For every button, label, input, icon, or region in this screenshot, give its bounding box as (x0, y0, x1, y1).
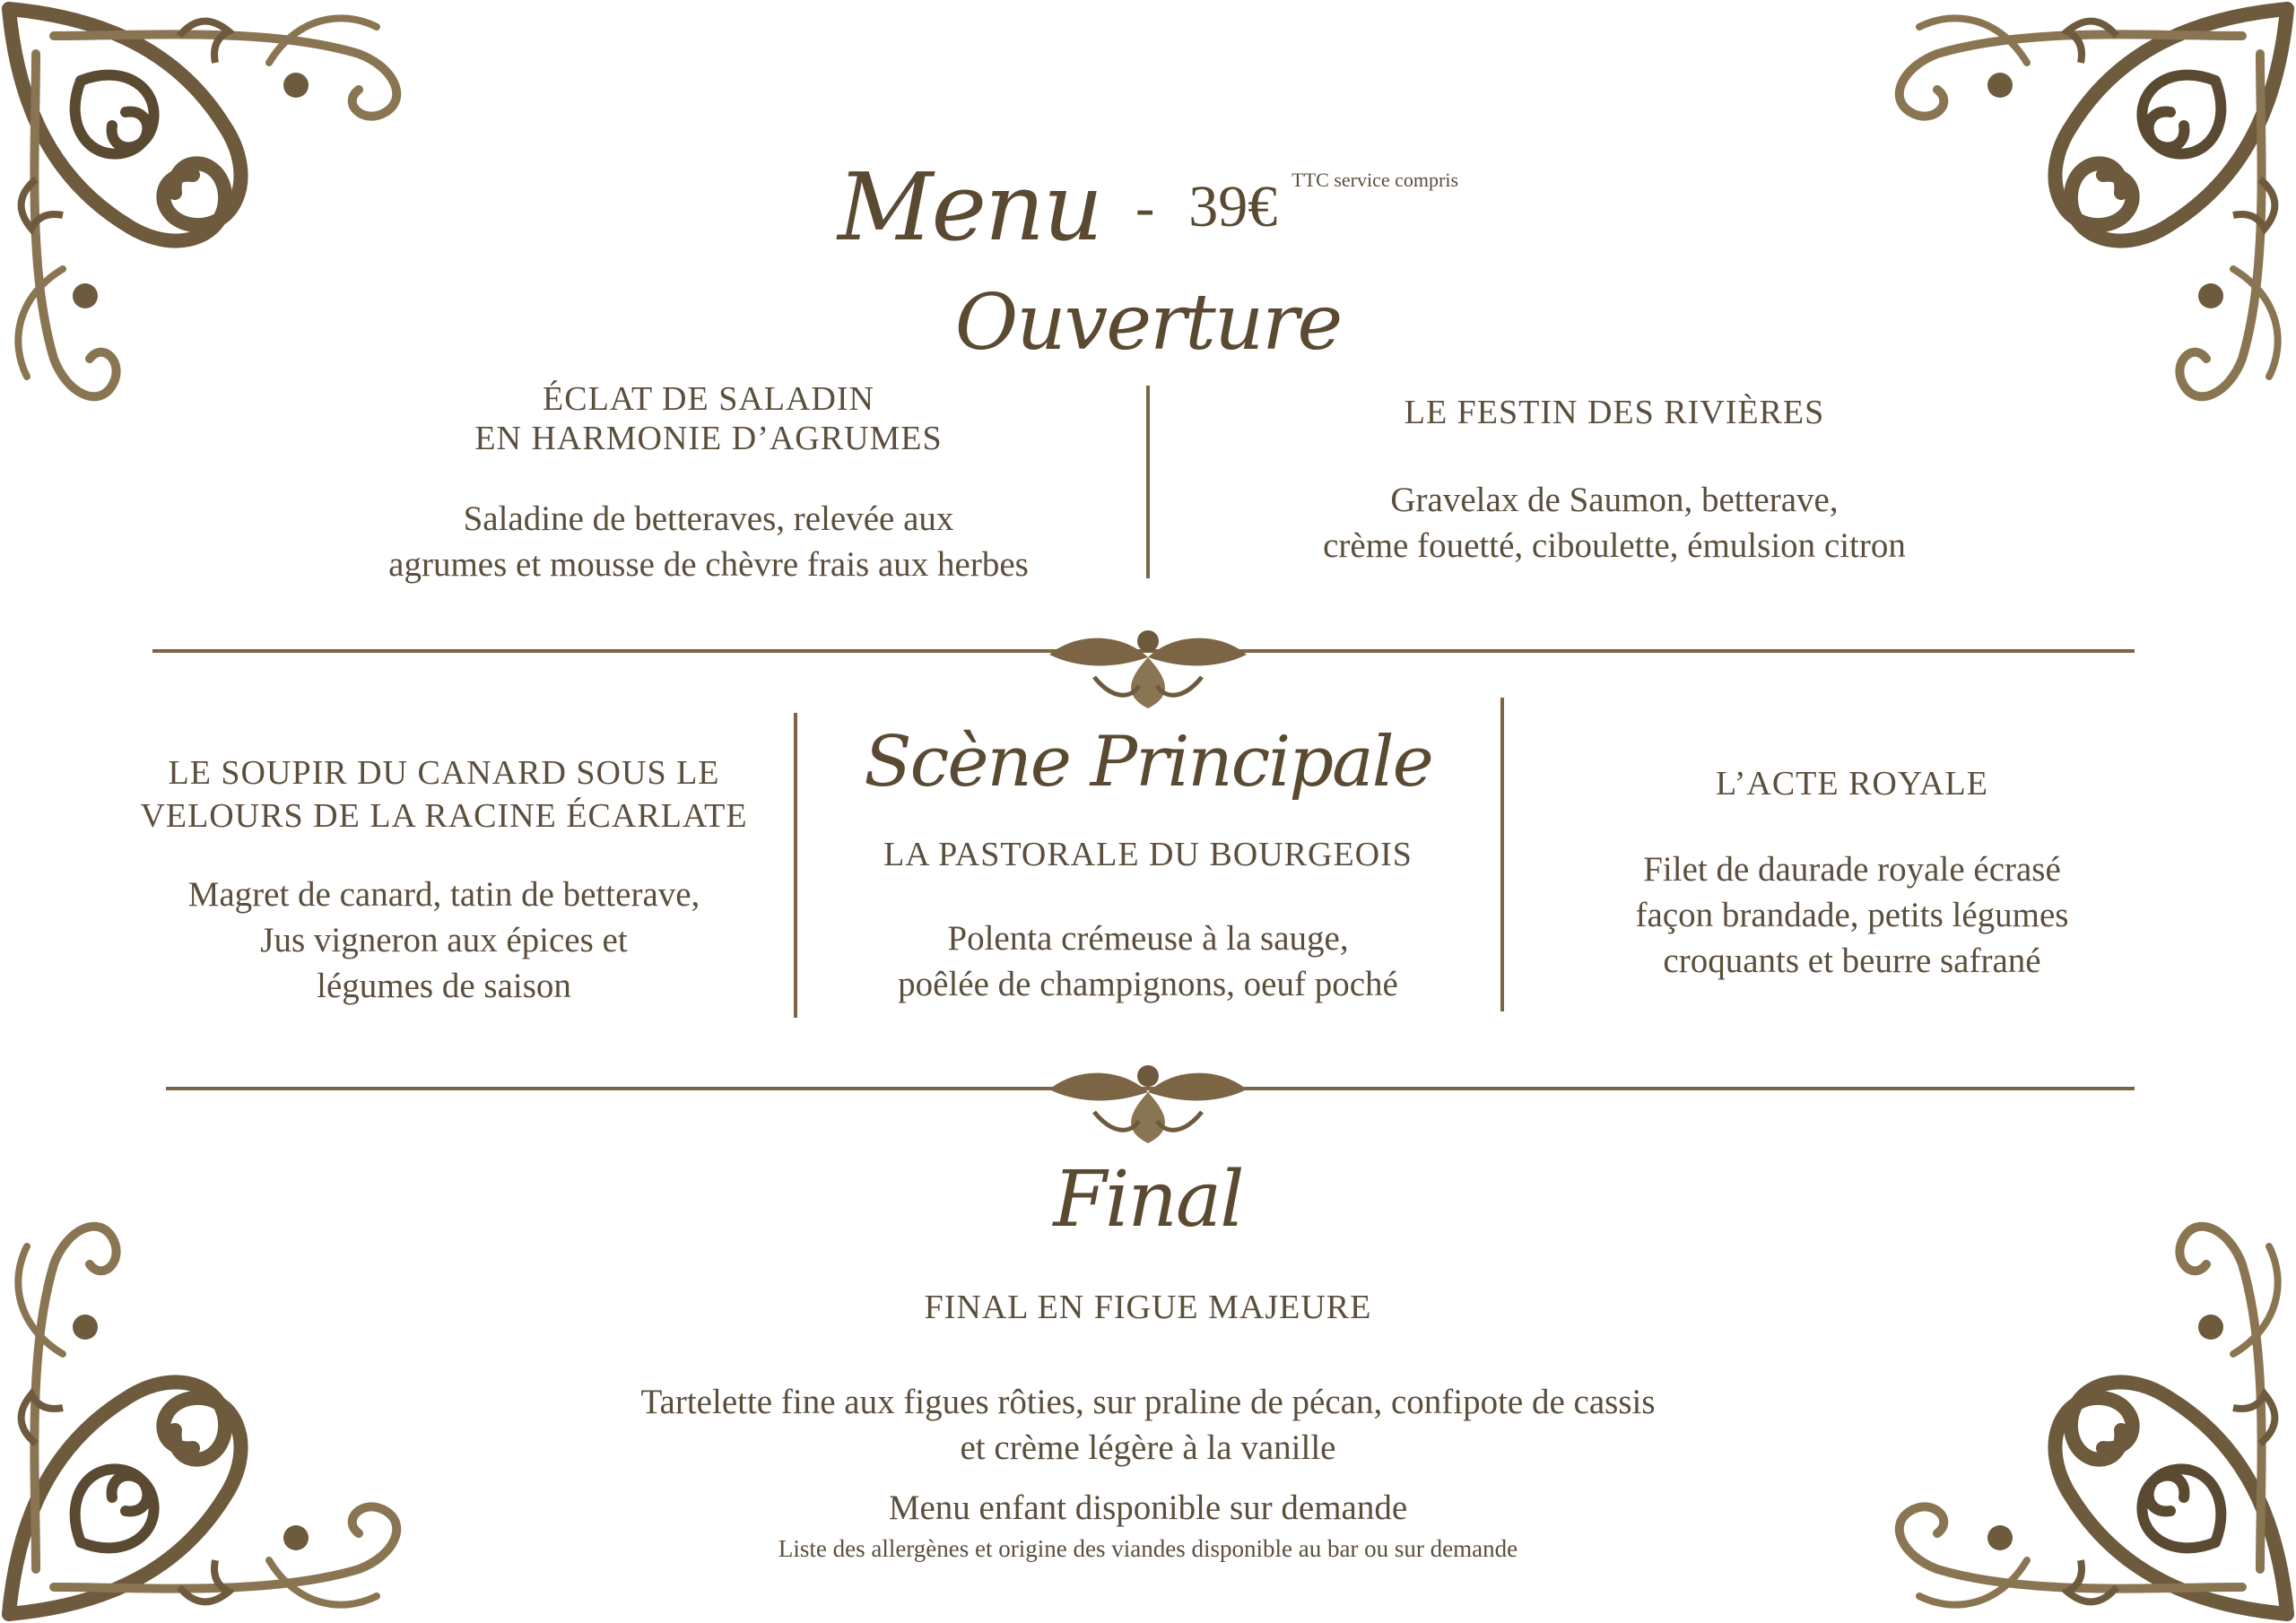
divider-ornament (1040, 1049, 1256, 1148)
menu-price: 39€ (1188, 174, 1278, 239)
dish-final-en-figue (386, 1288, 1910, 1471)
baroque-corner-icon (0, 1211, 422, 1623)
dish-description: Jus vigneron aux épices et (260, 921, 628, 959)
allergens-note: Liste des allergènes et origine des viandes disponible au bar ou sur demande (778, 1535, 1518, 1562)
section-heading-final: Final (1053, 1155, 1243, 1245)
dish-eclat-de-saladin (251, 379, 1166, 587)
price-note: TTC service compris (1292, 169, 1459, 191)
menu-title: Menu (837, 152, 1101, 262)
menu-header (0, 152, 2296, 278)
dish-title: FINAL EN FIGUE MAJEURE (924, 1289, 1372, 1326)
kids-menu-note: Menu enfant disponible sur demande (888, 1488, 1408, 1527)
dish-festin-des-rivieres (1184, 393, 2045, 568)
dish-description: Magret de canard, tatin de betterave, (187, 875, 700, 914)
dish-description: Polenta crémeuse à la sauge, (947, 919, 1349, 958)
dish-description: agrumes et mousse de chèvre frais aux herbes (388, 545, 1029, 584)
scroll-divider-icon (1040, 614, 1256, 713)
corner-ornament-bottom-left (0, 1211, 422, 1623)
dish-description: crème fouetté, ciboulette, émulsion citron (1323, 526, 1906, 565)
dish-description: poêlée de champignons, oeuf poché (898, 965, 1398, 1003)
dish-description: Saladine de betteraves, relevée aux (463, 499, 954, 538)
dish-acte-royale (1525, 764, 2179, 984)
dish-title: ÉCLAT DE SALADIN (543, 380, 874, 418)
dish-title: LA PASTORALE DU BOURGEOIS (883, 836, 1413, 873)
dish-title: VELOURS DE LA RACINE ÉCARLATE (140, 797, 748, 835)
divider-ornament (1040, 614, 1256, 713)
dish-description: Tartelette fine aux figues rôties, sur praline de pécan, confipote de cassis (640, 1383, 1656, 1421)
section-heading-ouverture: Ouverture (954, 278, 1342, 368)
corner-ornament-bottom-right (1874, 1211, 2296, 1623)
dish-title: LE SOUPIR DU CANARD SOUS LE (168, 754, 720, 792)
dish-soupir-du-canard (117, 751, 771, 1009)
dish-description: croquants et beurre safrané (1663, 942, 2041, 980)
title-dash: - (1135, 175, 1155, 239)
dish-title: EN HARMONIE D’AGRUMES (474, 420, 943, 457)
scroll-divider-icon (1040, 1049, 1256, 1148)
column-divider (1146, 386, 1150, 578)
dish-description: et crème légère à la vanille (960, 1428, 1336, 1467)
dish-description: façon brandade, petits légumes (1635, 896, 2069, 934)
section-heading-principale: Scène Principale (864, 722, 1432, 803)
dish-description: légumes de saison (317, 967, 571, 1005)
center-column (807, 713, 1489, 1007)
column-divider (794, 713, 797, 1018)
baroque-corner-icon (1874, 1211, 2296, 1623)
dish-description: Filet de daurade royale écrasé (1643, 850, 2061, 889)
dish-description: Gravelax de Saumon, betterave, (1390, 481, 1839, 519)
dish-title: L’ACTE ROYALE (1716, 765, 1988, 803)
column-divider (1500, 698, 1504, 1011)
dish-title: LE FESTIN DES RIVIÈRES (1404, 394, 1825, 431)
